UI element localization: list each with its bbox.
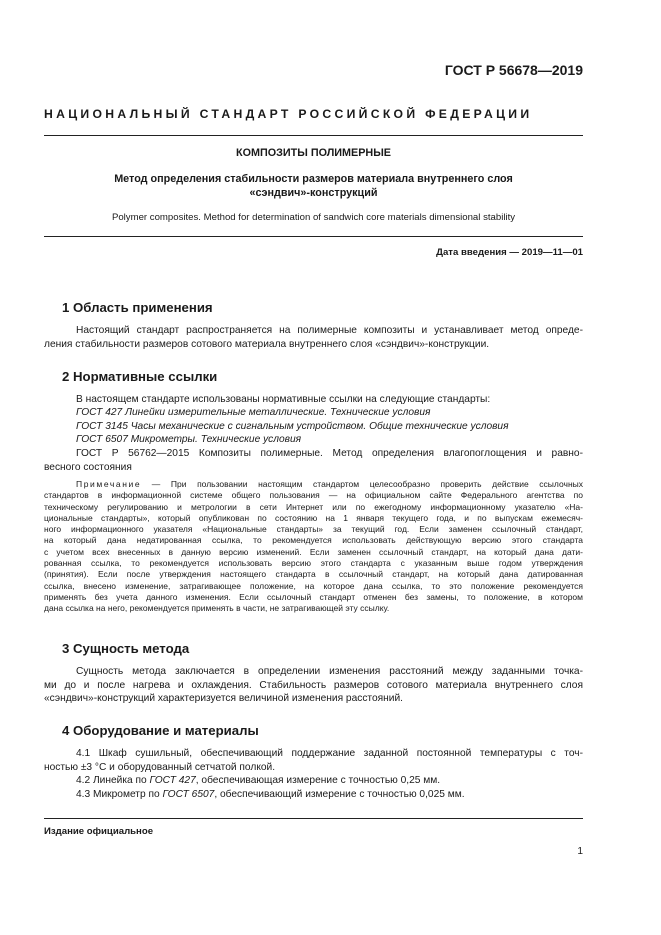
edition-label: Издание официальное [44,826,154,837]
paragraph-line: ления стабильности размеров сотового материала внутреннего слоя «сэндвич»-конструкции. [44,338,490,350]
note-label: Примечание [76,479,142,489]
paragraph-line: ГОСТ Р 56762—2015 Композиты полимерные. Метод определения влагопоглощения и равно- [76,448,583,459]
reference-gost-r-56762 [44,447,583,474]
note-line: рованная ссылка, то рекомендуется использовать версию этого стандарта с указанным выше годом утверждения [44,558,583,569]
reference-gost-3145: ГОСТ 3145 Часы механические с сигнальным устройством. Общие технические условия [76,421,509,432]
divider-footer [44,818,583,819]
note-line: применять без учета данного изменения. Если ссылочный стандарт отменен без замены, то положение, в котором [44,591,583,602]
note-line: на который дана недатированная ссылка, то рекомендуется использовать действующую версию этого стандарта [44,535,583,546]
note-block [44,479,583,615]
note-line: техническому регулированию и метрологии в сети Интернет или по ежегодному информационному указателю «На- [44,501,583,512]
paragraph-line: Сущность метода заключается в определении изменения расстояний между заданными точка- [76,666,583,677]
reference-gost-6507-inline: ГОСТ 6507 [162,788,215,800]
paragraph-line: весного состояния [44,461,132,473]
document-code: ГОСТ Р 56678—2019 [444,62,583,78]
note-first-line: Примечание — При пользовании настоящим стандартом целесообразно проверить действие ссылочных [76,479,583,489]
paragraph-line: В настоящем стандарте использованы нормативные ссылки на следующие стандарты: [76,394,491,405]
section-2-heading: 2 Нормативные ссылки [62,369,218,384]
divider-title [44,236,583,237]
section-2-intro [44,393,583,407]
note-line: стандартов в информационной системе общего пользования — на официальном сайте Федерального агентства по [44,490,583,501]
subtitle-line: Метод определения стабильности размеров материала внутреннего слоя [114,173,513,185]
item-4-2: 4.2 Линейка по ГОСТ 427, обеспечивающая измерение с точностью 0,25 мм. [76,775,441,787]
reference-gost-427: ГОСТ 427 Линейки измерительные металлические. Технические условия [76,407,431,418]
page-number: 1 [577,846,583,857]
section-3-heading: 3 Сущность метода [62,641,190,656]
section-1-heading: 1 Область применения [62,300,213,315]
divider-top [44,135,583,136]
section-1-paragraph [44,324,583,351]
item-4-1-line: 4.1 Шкаф сушильный, обеспечивающий поддержание заданной постоянной температуры с точ- [76,748,583,759]
item-4-1-line: ностью ±3 °С и оборудованный сетчатой полкой. [44,761,276,773]
subtitle-line: «сэндвич»-конструкций [249,187,378,199]
note-line: с учетом всех внесенных в данную версию изменений. Если заменен ссылочный стандарт, на который дана дати- [44,546,583,557]
national-standard-banner: НАЦИОНАЛЬНЫЙ СТАНДАРТ РОССИЙСКОЙ ФЕДЕРАЦИИ [44,107,533,121]
note-line: ного информационного указателя «Национальные стандарты» за текущий год. Если заменен ссылочный стандарт, [44,524,583,535]
paragraph-line: ми до и после нагрева и охлаждения. Стабильность размеров сотового материала внутреннего слоя [44,679,583,691]
section-4-heading: 4 Оборудование и материалы [62,723,259,738]
document-title-english: Polymer composites. Method for determination of sandwich core materials dimensional stability [111,212,516,223]
item-4-3: 4.3 Микрометр по ГОСТ 6507, обеспечивающий измерение с точностью 0,025 мм. [76,788,465,800]
reference-gost-6507: ГОСТ 6507 Микрометры. Технические условия [76,434,302,445]
note-line: ссылка, внесено изменение, затрагивающее положение, на которое дана ссылка, то это положение рекомендуется [44,580,583,591]
document-subtitle [100,172,527,200]
note-line: дана ссылка на него, рекомендуется применять в части, не затрагивающей эту ссылку. [44,603,390,614]
reference-gost-427-inline: ГОСТ 427 [149,775,196,787]
section-4-items [44,747,583,801]
document-title: КОМПОЗИТЫ ПОЛИМЕРНЫЕ [235,147,392,159]
introduction-date: Дата введения — 2019—11—01 [436,247,583,258]
note-line: циональные стандарты», который опубликован по состоянию на 1 января текущего года, и по выпускам ежемесяч- [44,512,583,523]
note-line: (принятия). Если после утверждения настоящего стандарта в ссылочный стандарт, на который дана датированная [44,569,583,580]
paragraph-line: «сэндвич»-конструкций характеризуется величиной изменения расстояний. [44,693,404,705]
section-3-paragraph [44,665,583,706]
paragraph-line: Настоящий стандарт распространяется на полимерные композиты и устанавливает метод опреде- [76,325,583,336]
